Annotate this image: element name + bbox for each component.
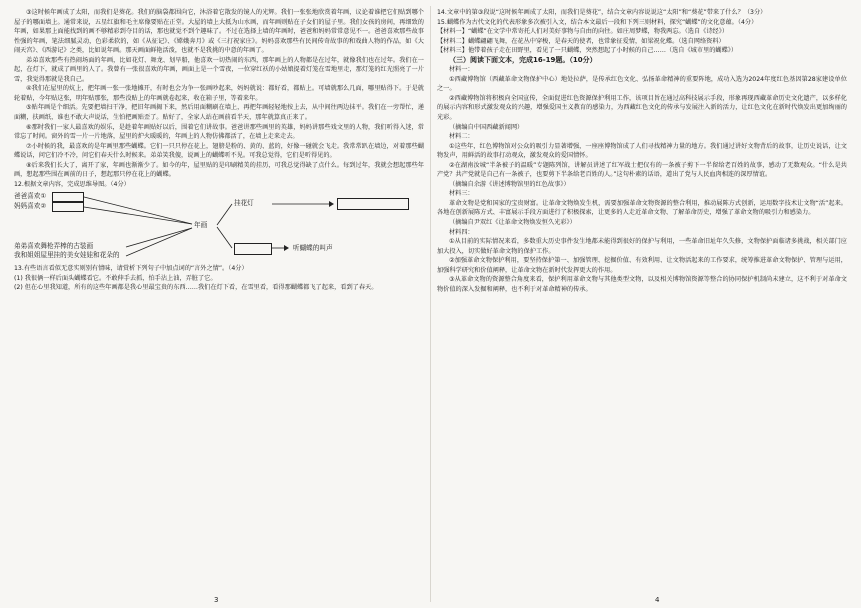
answer-box-3[interactable] — [337, 198, 409, 210]
source-3-title: 材料三： — [449, 190, 474, 198]
left-column — [14, 8, 424, 598]
right-column — [437, 8, 847, 598]
source-4-title: 材料四： — [449, 228, 474, 236]
source-4-paragraph: ③从革命文物的资源整合角度来看，保护利用革命文物与其他类型文物，以及相关博物馆资源等整合的协同保护机制尚未建立，这不利于对革命文物价值的深入发掘和阐释，也不利于对革命精神的传承。 — [437, 276, 847, 293]
sisters-likes-label: 我和姐姐屋里挂的美女娃娃和花朵的 — [14, 251, 120, 260]
source-2-paragraph: ②在湖南汝城“半条被子的温暖”专题陈列馆，讲解员讲述了红军战士把仅有的一条被子剪下一半留给老百姓的故事，感动了无数观众。“什么是共产党？共产党就是自己有一条被子，也要剪下半条给老百姓的人。”这句朴素的话语，道出了党与人民血肉相连的深厚情谊。 — [437, 161, 847, 179]
source-3-paragraph: 革命文物是党和国家的宝贵财富。让革命文物焕发生机，需要加强革命文物资源的整合利用，推动展陈方式创新，运用数字技术让文物“活”起来。各地在创新展陈方式、丰富展示手段方面进行了积极探索，让更多的人走近革命文物、了解革命历史，增强了革命文物的吸引力和感染力。 — [437, 199, 847, 217]
brother-likes-label: 弟弟喜欢舞枪弄棒的古装画 — [14, 242, 94, 251]
answer-box-1[interactable] — [52, 192, 84, 202]
material-3-text: 【材料三】他带着孩子走在田野里，看见了一只蝴蝶，突然想起了小时候的自己……（选自《城市里的蝴蝶》） — [437, 47, 738, 55]
hang-lantern-label: 挂花灯 — [234, 199, 254, 208]
page-divider — [430, 6, 431, 602]
question-12: 12.根据文章内容，完成思维导图。（4分） — [14, 180, 130, 188]
answer-box-4[interactable] — [234, 243, 272, 255]
material-3-label: 【材料三】 — [437, 47, 468, 55]
material-2-label: 【材料二】 — [437, 37, 468, 45]
source-1-citation: （摘编自中国西藏新闻网） — [449, 123, 524, 131]
paragraph: ③这时候年画成了太阳，而我们是葵花。我们的脑袋都围向它，沐浴着它散发的镜人的光辉。我们一张张地欣赏着年画，议论着谁把它们贴到哪个屋子的哪面墙上。通常来说，五星红旗和毛主席像要贴在正堂。大屋的墙上大抵为山水画，而年画则贴在子女们的屋子里。我们女孩的房间，再细致的年画，如果那上面能找到的画不够精彩到夺目的话，那也就觉不到个趣味了。不过在选择上墙的年画时，爸爸和妈妈常常意见不一。爸爸喜欢那些故事性强的年画，笔法细腻灵动，色彩柔软的，如《从征记》、《嫦娥奔月》或《三打祝家庄》。妈妈喜欢那些有民间传奇故事的和戏曲人物的作品，如《大闹天宫》、《西游记》之类，比如说年画。那天画面鲜艳活泼，也就不是我挑的中意的年画了。 — [14, 9, 424, 55]
paragraph: ⑥那时我们一家人最喜欢的娱乐，是趁着年画贴好以后，围着它们讲故事。爸爸讲那些画里的英雄，妈妈讲那些戏文里的人物，我们听得入迷，常常忘了时间。窗外的雪一片一片地落，屋里的炉火暖暖的，年画上的人物仿佛都活了，在墙上走来走去。 — [14, 123, 424, 141]
mom-likes-label: 妈妈喜欢② — [14, 202, 47, 211]
material-1-text: 【材料一】“蝴蝶”在文学中常寄托人们对美好事物与自由的向往。如庄周梦蝶，物我两忘。（选自《诗经》） — [437, 28, 729, 36]
source-4-paragraph: ②加强革命文物保护利用，要坚持保护第一、加强管理、挖掘价值、有效利用、让文物活起来的工作要求，统筹推进革命文物保护、管理与运用，加强科学研究和价值阐释，让革命文物在新时代发挥更大的作用。 — [437, 257, 847, 274]
source-1-title: 材料一： — [449, 66, 474, 74]
source-2-title: 材料二： — [449, 133, 474, 141]
paragraph: ⑦小时候的我，最喜欢的是年画里那些蝴蝶。它们一只只停在花上，翅膀是粉的、黄的、蓝的，好像一碰就会飞走。我常常趴在墙边，对着那些蝴蝶说话，问它们冷不冷，问它们春天什么时候来。弟弟笑我傻，说画上的蝴蝶听不见。可我总觉得，它们是听得见的。 — [14, 142, 424, 160]
source-1-paragraph: ②西藏博物馆将积极向全国宣传，全面促进红色资源保护利用工作，该项目旨在通过高科技展示手段，形象再现西藏革命历史文化遗产，以多样化的展示内容和形式激发观众的兴趣，增强爱国主义教育的感染力，为西藏红色文化的传承与发展注入新的活力，让红色文化在新时代焕发出更加绚丽的光彩。 — [437, 94, 847, 122]
source-1-paragraph: ①西藏博物馆（西藏革命文物保护中心）地处拉萨，是传承红色文化、弘扬革命精神的重要阵地，成功入选为2024年度红色基因第28家建设单位之一。 — [437, 75, 847, 93]
source-3-citation: （摘编自尹双红《让革命文物焕发恒久光彩》） — [449, 219, 576, 227]
question-15: 15.蝴蝶作为古代文化的代表形象多次被引入文，结合本文最后一段和下列三则材料，探究“蝴蝶”的文化意蕴。（4分） — [437, 18, 758, 26]
material-1-label: 【材料一】 — [437, 28, 468, 36]
dad-likes-label: 爸爸喜欢① — [14, 192, 47, 201]
paragraph: ⑧后来我们长大了，离开了家，年画也渐渐少了。如今的年，屋里贴的是印刷精美的挂历，可我总觉得缺了点什么。每到过年，我就会想起那些年画，想起那些围在画前的日子，想起那只停在花上的蝴蝶。 — [14, 161, 424, 179]
answer-box-2[interactable] — [52, 202, 84, 212]
paragraph: ④我们在屋里的炕上，把年画一张一张地摊开，有时也会为争一张画吵起来，妈妈就说：都好看，都贴上。可墙就那么几面，哪里贴得下。于是就轮着贴，今年贴这张，明年贴那张，那些没贴上的年画就卷起来，收在箱子里，等着来年。 — [14, 85, 424, 102]
center-node: 年画 — [194, 221, 208, 230]
section-3-heading: （三）阅读下面文本，完成16-19题。（10分） — [449, 55, 597, 64]
page-number: 4 — [655, 596, 660, 604]
source-2-paragraph: ①这些年，红色博物馆对公众的吸引力显著增强，一座座博物馆成了人们寻找精神力量的地方。我们通过讲好文物背后的故事，让历史说话，让文物发声，用鲜活的故事打动观众，激发观众的爱国情怀。 — [437, 142, 847, 160]
mind-map — [14, 190, 424, 262]
paragraph: ⑤贴年画是个细活。先要把墙扫干净，把旧年画揭下来，然后用面糊刷在墙上，再把年画轻轻地按上去，从中间往两边抹平。我们在一旁帮忙，递面糊，扶画纸，谁也不敢大声说话，生怕把画贴歪了。贴好了，全家人站在画前看半天，那年就算真正来了。 — [14, 104, 424, 122]
source-4-paragraph: ①从目前的实际情况来看，多数重大历史事件发生地都未能得到很好的保护与利用，一些革命旧址年久失修，文物保护面临诸多挑战，相关部门应加大投入，切实做好革命文物的保护工作。 — [437, 238, 847, 255]
source-2-citation: （摘编自余游《讲述博物馆里的红色故事》） — [449, 180, 570, 188]
page-number: 3 — [214, 596, 219, 604]
question-13-2: (2) 但在心里我知道，所有的这些年画都是我心里最宝贵的东西……我们在灯下看，在雪里看，看得那蝴蝶都飞了起来，看到了春天。 — [14, 284, 378, 292]
question-13: 13.有些语言看似无意实则别有情味，请赏析下列句子中加点词的“言外之情”。（4分） — [14, 265, 248, 273]
question-14: 14.文章中的第③段说“这时候年画成了太阳，而我们是葵花”，结合文章内容说说这“太阳”和“葵花”带来了什么？（3分） — [437, 9, 767, 16]
material-2-text: 【材料二】蝴蝶翩翩飞舞，在花丛中穿梭，是春天的使者，也常象征爱情，如梁祝化蝶。（选自网络资料） — [437, 37, 725, 45]
butterfly-sound-label: 听蝴蝶的叫声 — [293, 244, 333, 253]
question-13-1: (1) 我很俩一样后面头蝴蝶看它。不敢伸手去抓，怕手沾上油，弄脏了它。 — [14, 274, 217, 282]
paragraph: 弟弟喜欢那些有热闹场面的年画，比如花灯、舞龙、划旱船，他喜欢一切热闹的东西，那年画上的人物都是在过年，就像我们也在过年。我们在一起，在灯下，就成了画里的人了。我曾有一张很喜欢的年画，画面上是一个雪夜，一位穿红袄的小姑娘提着灯笼在雪地里走，那灯笼的红光照亮了一片雪，我觉得那就是我自己。 — [14, 56, 424, 83]
